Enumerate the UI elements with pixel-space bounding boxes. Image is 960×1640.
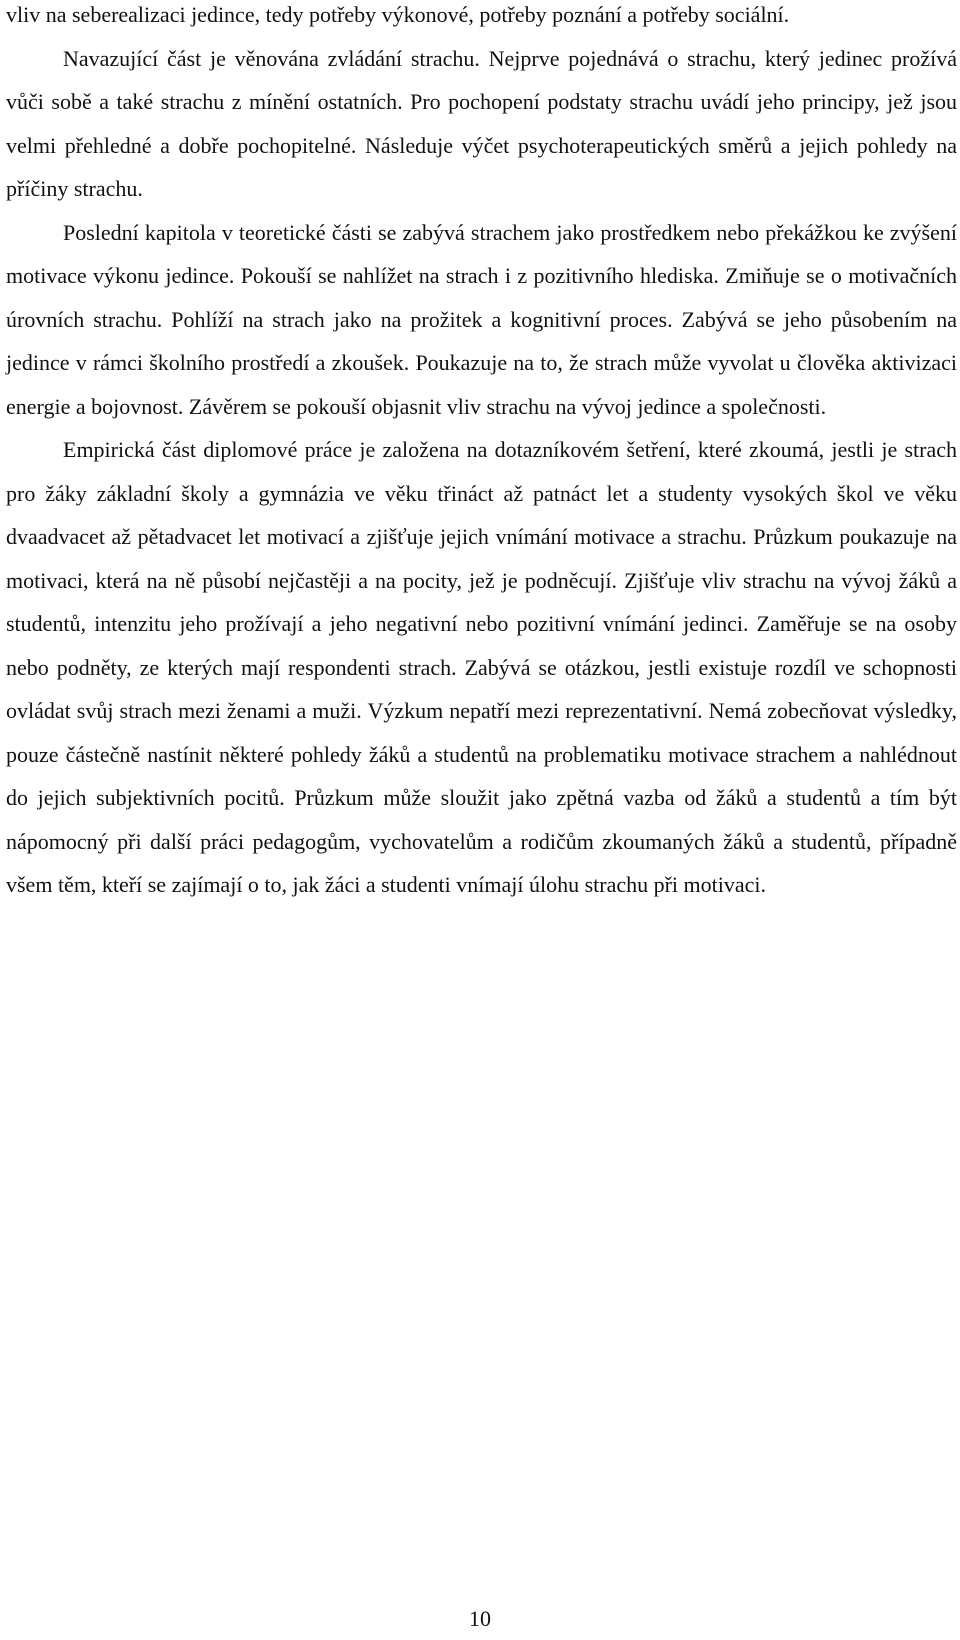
text-body xyxy=(6,0,957,907)
paragraph-4: Empirická část diplomové práce je založena na dotazníkovém šetření, které zkoumá, jestli je strach pro žáky základní školy a gymnázia ve věku třináct až patnáct let a studenty vysokých škol ve věku dvaadvacet až pětadvacet let motivací a zjišťuje jejich vnímání motivace a strachu. Průzkum poukazuje na motivaci, která na ně působí nejčastěji a na pocity, jež je podněcují. Zjišťuje vliv strachu na vývoj žáků a studentů, intenzitu jeho prožívají a jeho negativní nebo pozitivní vnímání jedinci. Zaměřuje se na osoby nebo podněty, ze kterých mají respondenti strach. Zabývá se otázkou, jestli existuje rozdíl ve schopnosti ovládat svůj strach mezi ženami a muži. Výzkum nepatří mezi reprezentativní. Nemá zobecňovat výsledky, pouze částečně nastínit některé pohledy žáků a studentů na problematiku motivace strachem a nahlédnout do jejich subjektivních pocitů. Průzkum může sloužit jako zpětná vazba od žáků a studentů a tím být nápomocný při další práci pedagogům, vychovatelům a rodičům zkoumaných žáků a studentů, případně všem těm, kteří se zajímají o to, jak žáci a studenti vnímají úlohu strachu při motivaci. xyxy=(6,437,957,897)
paragraph-1: vliv na seberealizaci jedince, tedy potřeby výkonové, potřeby poznání a potřeby sociální. xyxy=(6,2,790,27)
paragraph-3: Poslední kapitola v teoretické části se zabývá strachem jako prostředkem nebo překážkou ke zvýšení motivace výkonu jedince. Pokouší se nahlížet na strach i z pozitivního hlediska. Zmiňuje se o motivačních úrovních strachu. Pohlíží na strach jako na prožitek a kognitivní proces. Zabývá se jeho působením na jedince v rámci školního prostředí a zkoušek. Poukazuje na to, že strach může vyvolat u člověka aktivizaci energie a bojovnost. Závěrem se pokouší objasnit vliv strachu na vývoj jedince a společnosti. xyxy=(6,219,957,419)
page-number: 10 xyxy=(469,1606,491,1631)
paragraph-2: Navazující část je věnována zvládání strachu. Nejprve pojednává o strachu, který jedinec prožívá vůči sobě a také strachu z mínění ostatních. Pro pochopení podstaty strachu uvádí jeho principy, jež jsou velmi přehledné a dobře pochopitelné. Následuje výčet psychoterapeutických směrů a jejich pohledy na příčiny strachu. xyxy=(6,45,957,201)
